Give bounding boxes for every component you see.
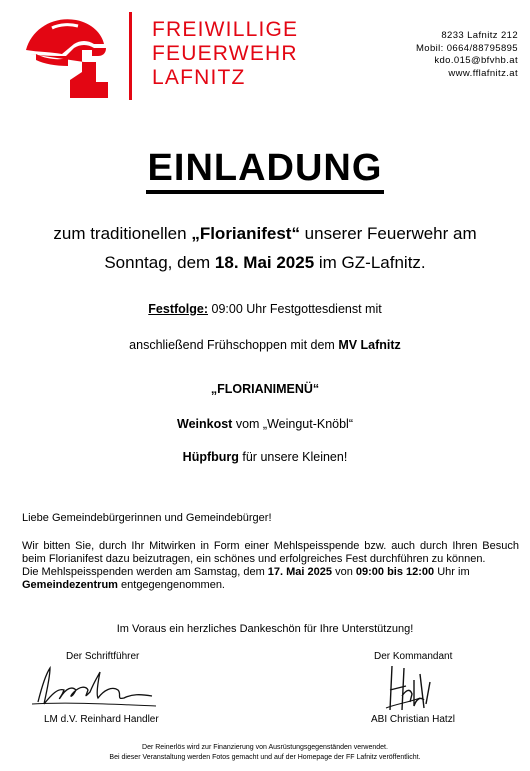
org-line-1: FREIWILLIGE: [152, 18, 299, 41]
letter-greeting: Liebe Gemeindebürgerinnen und Gemeindebürger!: [22, 512, 272, 524]
para3-b: entgegengenommen.: [117, 579, 225, 591]
logo-divider: [129, 12, 132, 100]
footer-line-2: Bei dieser Veranstaltung werden Fotos gemacht und auf der Homepage der FF Lafnitz veröffentlicht.: [109, 753, 421, 761]
intro-l2-c: im GZ-Lafnitz.: [314, 253, 426, 272]
left-signer-role: Der Schriftführer: [66, 651, 140, 662]
intro-l2-a: Sonntag, dem: [104, 253, 215, 272]
letter-body: [22, 540, 519, 592]
program-kids: [0, 450, 530, 464]
left-signature: [28, 664, 160, 710]
right-signer-role: Der Kommandant: [374, 651, 453, 662]
program-label: Festfolge:: [148, 302, 209, 316]
donation-end: bis 12:00: [387, 566, 435, 578]
kids-text: für unsere Kleinen!: [238, 450, 348, 464]
event-name: „Florianifest“: [191, 224, 300, 243]
intro-l1-a: zum traditionellen: [53, 224, 192, 243]
menu-name: „FLORIANIMENÜ“: [210, 382, 320, 396]
intro-line-1: [0, 219, 530, 248]
donation-start: 09:00: [355, 566, 385, 578]
letter-paragraph-2: [22, 566, 519, 579]
letter-paragraph-1: Wir bitten Sie, durch Ihr Mitwirken in Form einer Mehlspeisspende bzw. auch durch Ihren Besuch beim Florianifest dazu beizutragen, ein schönes und erfolgreiches Fest durchführen zu können.: [22, 540, 519, 565]
donation-place: Gemeindezentrum: [22, 579, 118, 591]
para2-a: Die Mehlspeisspenden werden am Samstag, dem: [22, 566, 268, 578]
thanks-line: Im Voraus ein herzliches Dankeschön für Ihre Unterstützung!: [116, 623, 414, 635]
contact-block: [416, 30, 518, 80]
contact-address: 8233 Lafnitz 212: [441, 30, 518, 41]
winery-name: vom „Weingut-Knöbl“: [232, 417, 353, 431]
program-menu: [0, 382, 530, 396]
event-date: 18. Mai 2025: [214, 253, 315, 272]
footer-line-1: Der Reinerlös wird zur Finanzierung von Ausrüstungsgegenständen verwendet.: [142, 744, 388, 751]
organization-name: [152, 18, 298, 90]
org-line-2: FEUERWEHR: [152, 42, 298, 65]
contact-email[interactable]: kdo.015@bfvhb.at: [434, 55, 518, 66]
donation-date: 17. Mai 2025: [267, 566, 333, 578]
intro-l1-c: unserer Feuerwehr am: [299, 224, 477, 243]
right-signature: [380, 660, 450, 714]
contact-mobile: Mobil: 0664/88795895: [415, 42, 518, 54]
program-mass: 09:00 Uhr Festgottesdienst mit: [208, 302, 382, 316]
contact-website[interactable]: www.fflafnitz.at: [448, 67, 518, 79]
footer-note: [0, 743, 530, 762]
intro-line-2: [0, 248, 530, 277]
title-wrapper: [0, 148, 530, 194]
wine-label: Weinkost: [177, 417, 233, 431]
program-brunch: anschließend Frühschoppen mit dem: [129, 338, 339, 352]
para2-c: von: [332, 566, 356, 578]
para2-g: Uhr im: [434, 566, 470, 578]
left-signer-name: LM d.V. Reinhard Handler: [44, 714, 159, 725]
org-line-3: LAFNITZ: [152, 66, 246, 89]
right-signer-name: ABI Christian Hatzl: [371, 714, 455, 725]
intro-text: [0, 219, 530, 277]
letter-paragraph-3: [22, 579, 519, 592]
bouncy-castle-label: Hüpfburg: [182, 450, 239, 464]
program-line-1: [0, 302, 530, 316]
document-title: EINLADUNG: [146, 148, 385, 194]
fire-brigade-helmet-logo: [22, 10, 112, 100]
program-band: MV Lafnitz: [338, 338, 401, 352]
program-line-2: [0, 338, 530, 352]
program-wine: [0, 417, 530, 431]
